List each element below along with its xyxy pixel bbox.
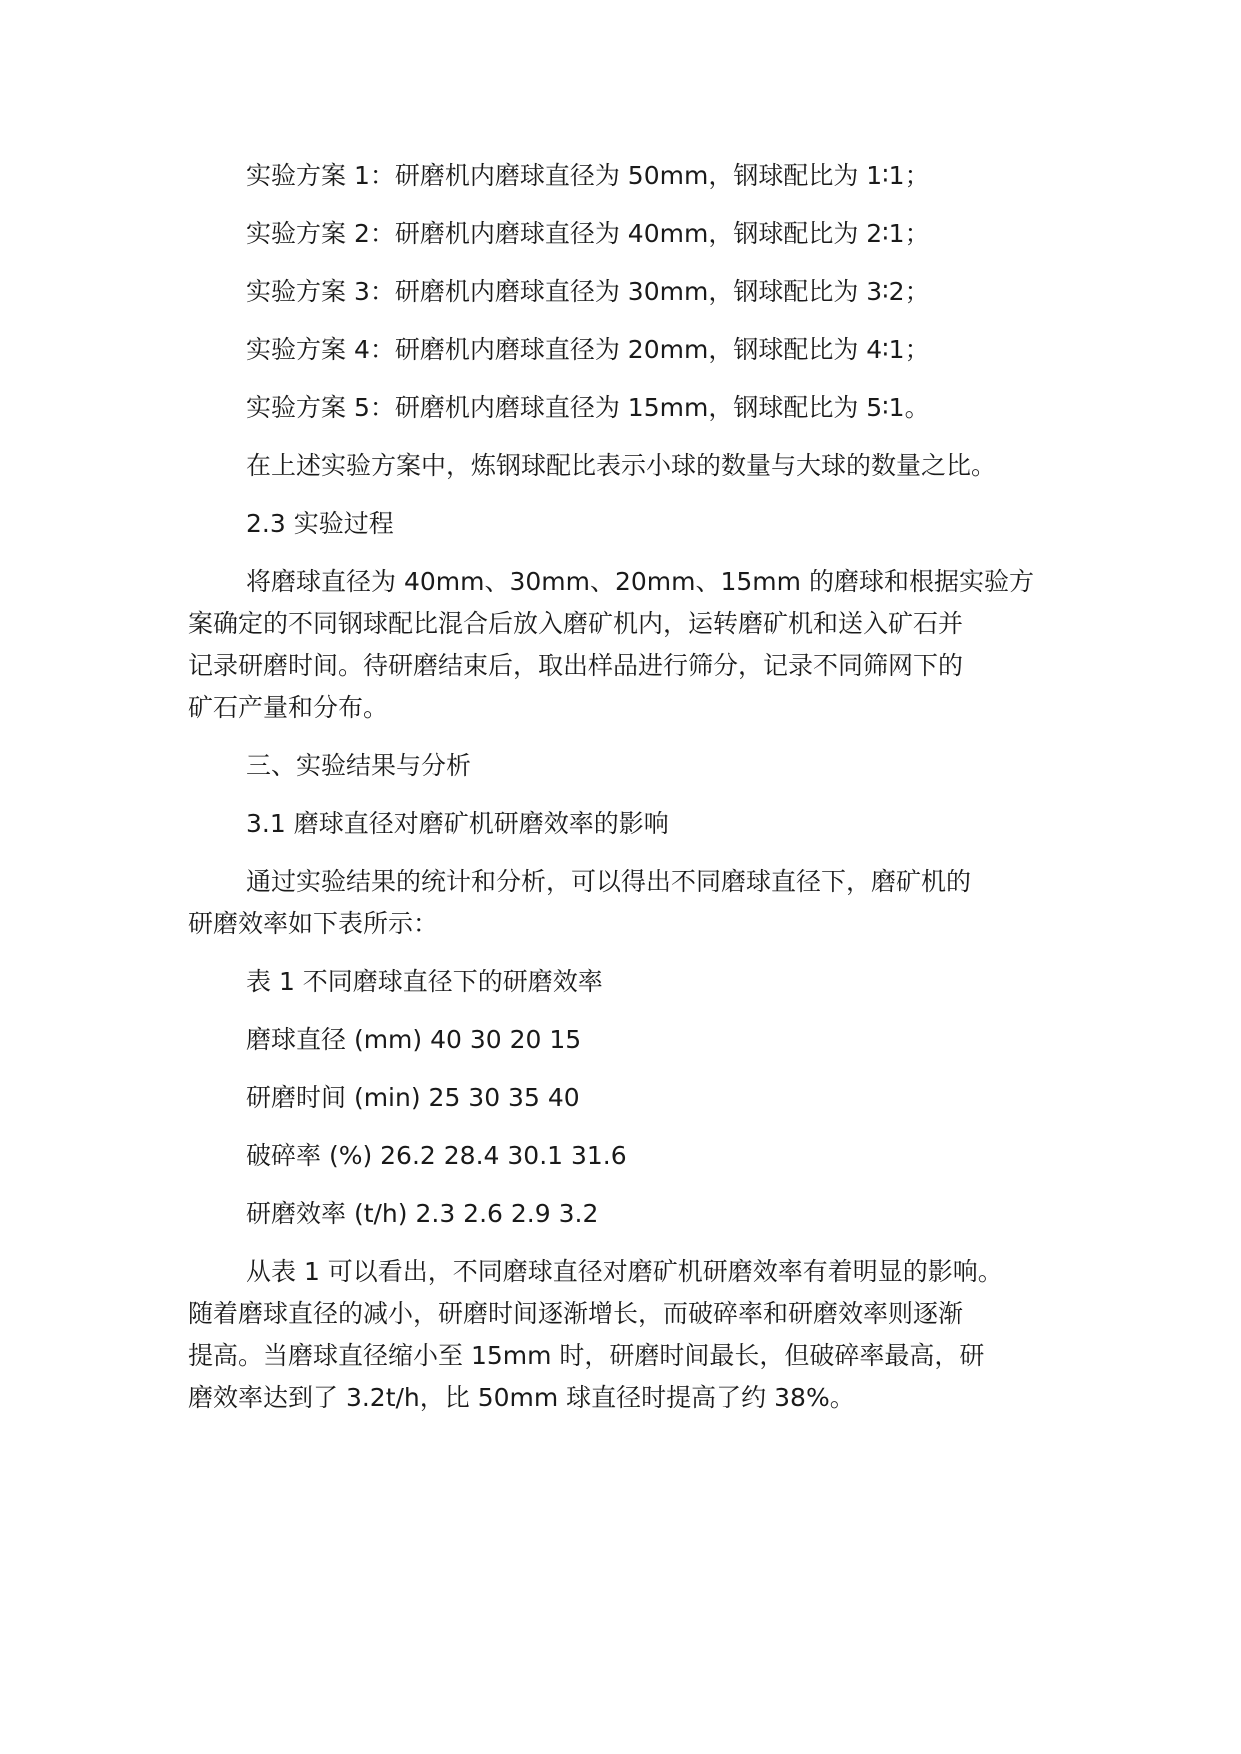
section-2-3-heading: 2.3 实验过程 <box>246 509 394 538</box>
scheme-4-line: 实验方案 4：研磨机内磨球直径为 20mm，钢球配比为 4∶1； <box>246 335 930 364</box>
process-paragraph-line-1: 将磨球直径为 40mm、30mm、20mm、15mm 的磨球和根据实验方 <box>246 567 1034 596</box>
section-3-heading: 三、实验结果与分析 <box>246 751 472 780</box>
table-row-grinding-efficiency: 研磨效率 (t/h) 2.3 2.6 2.9 3.2 <box>246 1199 599 1228</box>
section-3-1-heading: 3.1 磨球直径对磨矿机研磨效率的影响 <box>246 809 669 838</box>
table-row-grinding-time: 研磨时间 (min) 25 30 35 40 <box>246 1083 580 1112</box>
process-paragraph-line-2: 案确定的不同钢球配比混合后放入磨矿机内，运转磨矿机和送入矿石并 <box>188 609 964 638</box>
table-1-caption: 表 1 不同磨球直径下的研磨效率 <box>246 967 603 996</box>
scheme-1-line: 实验方案 1：研磨机内磨球直径为 50mm，钢球配比为 1∶1； <box>246 161 930 190</box>
process-paragraph-line-3: 记录研磨时间。待研磨结束后，取出样品进行筛分，记录不同筛网下的 <box>188 651 964 680</box>
table-row-ball-diameter: 磨球直径 (mm) 40 30 20 15 <box>246 1025 582 1054</box>
analysis-paragraph-line-2: 随着磨球直径的减小，研磨时间逐渐增长，而破碎率和研磨效率则逐渐 <box>188 1299 964 1328</box>
analysis-paragraph-line-3: 提高。当磨球直径缩小至 15mm 时，研磨时间最长，但破碎率最高，研 <box>188 1341 985 1370</box>
analysis-paragraph-line-4: 磨效率达到了 3.2t/h，比 50mm 球直径时提高了约 38%。 <box>188 1383 855 1412</box>
results-intro-line-2: 研磨效率如下表所示： <box>188 909 439 938</box>
scheme-3-line: 实验方案 3：研磨机内磨球直径为 30mm，钢球配比为 3∶2； <box>246 277 930 306</box>
analysis-paragraph-line-1: 从表 1 可以看出，不同磨球直径对磨矿机研磨效率有着明显的影响。 <box>246 1257 1003 1286</box>
table-row-crushing-rate: 破碎率 (%) 26.2 28.4 30.1 31.6 <box>246 1141 627 1170</box>
scheme-5-line: 实验方案 5：研磨机内磨球直径为 15mm，钢球配比为 5∶1。 <box>246 393 930 422</box>
process-paragraph-line-4: 矿石产量和分布。 <box>188 693 389 722</box>
results-intro-line-1: 通过实验结果的统计和分析，可以得出不同磨球直径下，磨矿机的 <box>246 867 972 896</box>
scheme-2-line: 实验方案 2：研磨机内磨球直径为 40mm，钢球配比为 2∶1； <box>246 219 930 248</box>
ratio-note-paragraph: 在上述实验方案中，炼钢球配比表示小球的数量与大球的数量之比。 <box>246 451 997 480</box>
